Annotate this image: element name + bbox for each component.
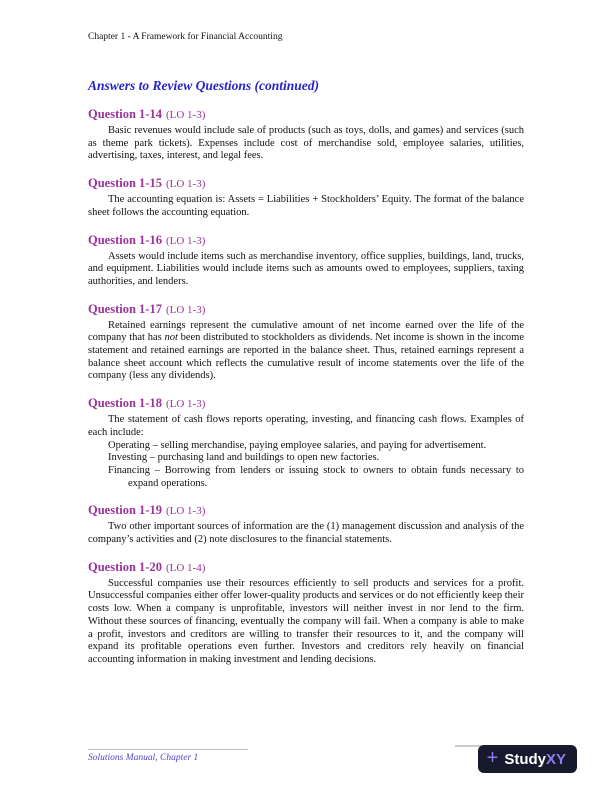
list-item: Financing – Borrowing from lenders or issuing stock to owners to obtain funds necessary to expand operations. (108, 464, 524, 489)
question-block (88, 232, 524, 289)
answer-paragraph: The statement of cash flows reports operating, investing, and financing cash flows. Examples of each include: (88, 414, 524, 438)
section-title: Answers to Review Questions (continued) (88, 78, 320, 93)
footer-note: Solutions Manual, Chapter 1 (88, 749, 248, 763)
answer-paragraph: Two other important sources of information are the (1) management discussion and analysis of the company’s activities and (2) note disclosures to the financial statements. (88, 521, 524, 546)
question-block (88, 106, 524, 163)
answer-paragraph: The accounting equation is: Assets = Liabilities + Stockholders’ Equity. The format of the balance sheet follows the accounting equation. (88, 194, 524, 218)
brand-text-accent: XY (545, 750, 566, 768)
question-heading (88, 232, 524, 249)
answer-paragraph (88, 320, 524, 384)
list-item: Operating – selling merchandise, paying employee salaries, and paying for advertisement. (108, 439, 487, 451)
studyxy-logo (478, 745, 577, 773)
answer-paragraph: Assets would include items such as merchandise inventory, office supplies, buildings, land, trucks, and equipment. Liabilities would include items such as amounts owed to employees, suppliers, taxing authorities, and lenders. (88, 250, 524, 287)
question-lo: (LO 1-3) (165, 398, 206, 411)
question-number: Question 1-15 (88, 176, 162, 191)
question-number: Question 1-14 (88, 107, 162, 121)
question-number: Question 1-18 (88, 396, 162, 411)
question-block (88, 175, 524, 219)
question-block (88, 301, 524, 384)
brand-text: Study (504, 750, 546, 768)
plus-icon: + (486, 747, 499, 769)
question-number: Question 1-17 (88, 301, 162, 316)
question-block (88, 395, 524, 490)
answer-paragraph: Successful companies use their resources efficiently to sell products and services for a profit. Unsuccessful companies either offer lower-quality products and services or do not efficiently keep their costs low. When a company is unprofitable, investors will neither invest in nor lend to the firm. Without these sources of financing, eventually the company will fail. When a company is able to make a profit, investors and creditors are willing to transfer their resources to it, and the company will expand its profitable operations even further. Investors and creditors rely heavily on financial accounting information in making investment and lending decisions. (88, 577, 524, 665)
question-lo: (LO 1-3) (165, 234, 206, 247)
question-lo: (LO 1-4) (165, 561, 206, 574)
running-header: Chapter 1 - A Framework for Financial Accounting (88, 32, 283, 42)
answer-paragraph: Basic revenues would include sale of products (such as toys, dolls, and games) and services (such as theme park tickets). Expenses include cost of merchandise sold, employee salaries, utilities, advertising, taxes, interest, and legal fees. (88, 125, 524, 162)
question-heading (88, 395, 524, 412)
question-heading (88, 175, 524, 192)
question-heading (88, 301, 524, 318)
question-number: Question 1-19 (88, 503, 162, 518)
question-heading (88, 502, 524, 519)
question-lo: (LO 1-3) (165, 303, 206, 316)
question-number: Question 1-16 (88, 232, 162, 247)
answer-text-italic: not (164, 332, 178, 344)
question-lo: (LO 1-3) (165, 505, 206, 518)
answer-text-segment: been distributed to stockholders as dividends. Net income is shown in the income statement and retained earnings are reported in the balance sheet. Thus, retained earnings represent a balance sheet account which reflects the cumulative result of income statements over the life of the company (less any dividends). (88, 332, 524, 382)
list-item: Investing – purchasing land and buildings to open new factories. (108, 452, 380, 464)
answer-text-segment: Retained earnings represent the cumulative amount of net income earned over the life of the company that has (88, 319, 524, 344)
question-number: Question 1-20 (88, 559, 162, 574)
question-lo: (LO 1-3) (165, 109, 206, 121)
question-heading (88, 559, 524, 576)
question-lo: (LO 1-3) (165, 178, 206, 191)
question-block (88, 559, 524, 667)
question-heading (88, 106, 524, 123)
question-block (88, 502, 524, 546)
